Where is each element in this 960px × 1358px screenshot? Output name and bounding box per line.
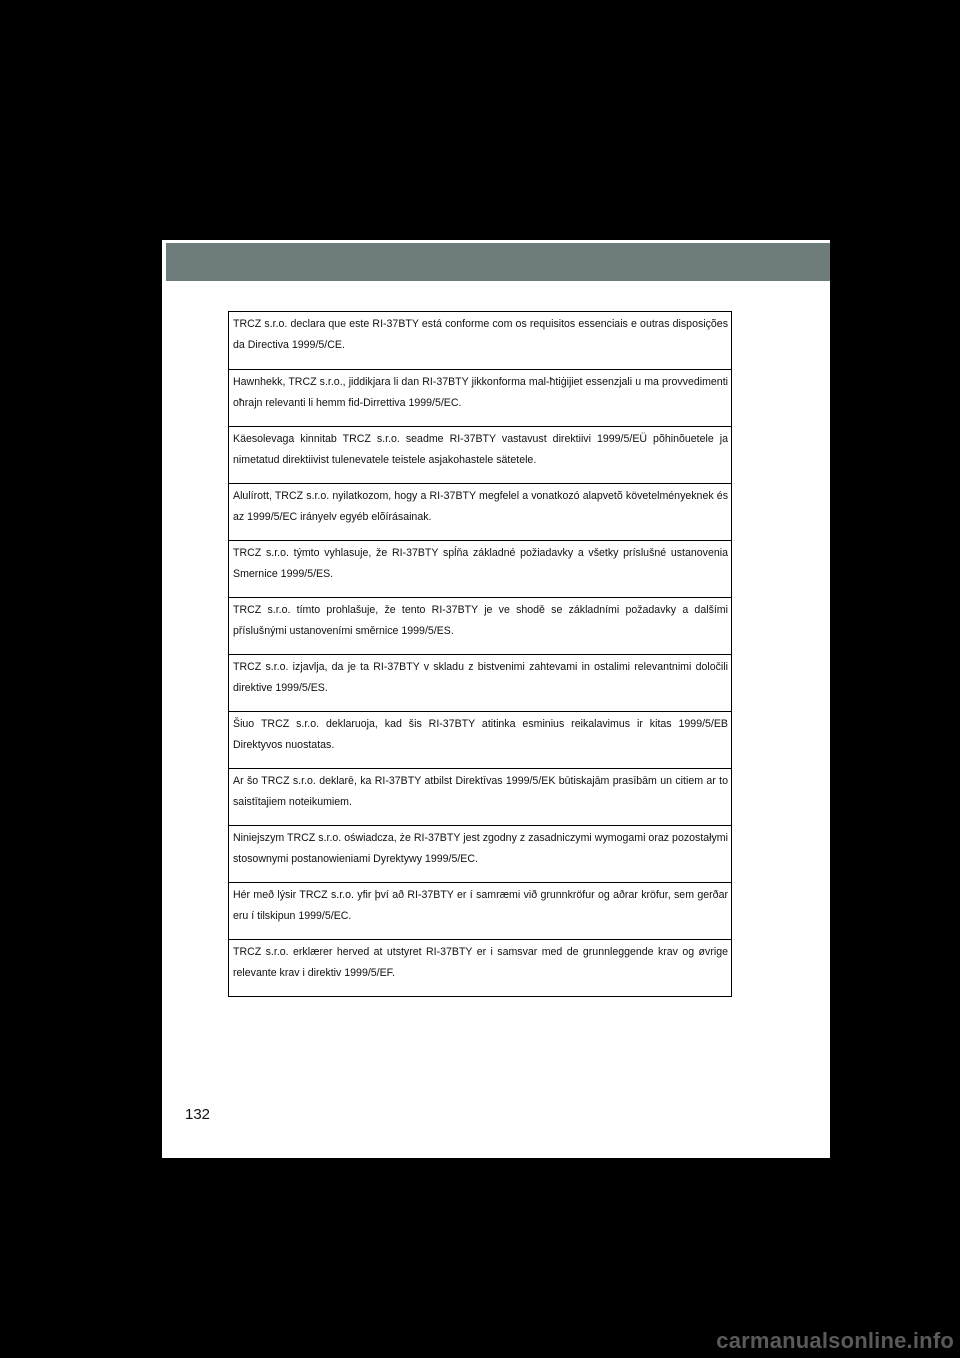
declaration-text-mt: Hawnhekk, TRCZ s.r.o., jiddikjara li dan RI-37BTY jikkonforma mal-ħtiġijiet essenzjali u ma provvedimenti oħrajn relevanti li hemm fid-Dirrettiva 1999/5/EC.	[233, 376, 728, 409]
declaration-row	[229, 825, 731, 882]
declaration-text-lv: Ar šo TRCZ s.r.o. deklarē, ka RI-37BTY atbilst Direktīvas 1999/5/EK būtiskajām prasībām un citiem ar to saistītajiem noteikumiem.	[233, 775, 728, 808]
declaration-text-is: Hér með lýsir TRCZ s.r.o. yfir því að RI-37BTY er í samræmi við grunnkröfur og aðrar kröfur, sem gerðar eru í tilskipun 1999/5/EC.	[233, 889, 728, 922]
declaration-row	[229, 597, 731, 654]
declaration-text-cs: TRCZ s.r.o. tímto prohlašuje, že tento RI-37BTY je ve shodě se základními požadavky a dalšími příslušnými ustanoveními směrnice 1999/5/ES.	[233, 604, 728, 637]
declaration-text-sk: TRCZ s.r.o. týmto vyhlasuje, že RI-37BTY spĺňa základné požiadavky a všetky príslušné ustanovenia Smernice 1999/5/ES.	[233, 547, 728, 580]
declaration-text-no: TRCZ s.r.o. erklærer herved at utstyret RI-37BTY er i samsvar med de grunnleggende krav og øvrige relevante krav i direktiv 1999/5/EF.	[233, 946, 728, 979]
header-band	[166, 243, 830, 281]
declaration-text-pl: Niniejszym TRCZ s.r.o. oświadcza, że RI-37BTY jest zgodny z zasadniczymi wymogami oraz pozostałymi stosownymi postanowieniami Dyrektywy 1999/5/EC.	[233, 832, 728, 865]
declaration-row	[229, 312, 731, 369]
declaration-row	[229, 768, 731, 825]
declaration-row	[229, 711, 731, 768]
declaration-text-pt: TRCZ s.r.o. declara que este RI-37BTY está conforme com os requisitos essenciais e outras disposições da Directiva 1999/5/CE.	[233, 318, 728, 351]
declaration-text-et: Käesolevaga kinnitab TRCZ s.r.o. seadme RI-37BTY vastavust direktiivi 1999/5/EÜ põhinõuetele ja nimetatud direktiivist tulenevatele teistele asjakohastele sätetele.	[233, 433, 728, 466]
declaration-row	[229, 483, 731, 540]
watermark-text: carmanualsonline.info	[716, 1328, 954, 1353]
declaration-text-lt: Šiuo TRCZ s.r.o. deklaruoja, kad šis RI-37BTY atitinka esminius reikalavimus ir kitas 1999/5/EB Direktyvos nuostatas.	[233, 718, 728, 751]
page-number: 132	[185, 1106, 211, 1123]
declaration-row	[229, 426, 731, 483]
manual-page	[162, 240, 830, 1158]
declaration-row	[229, 369, 731, 426]
declaration-row	[229, 540, 731, 597]
declaration-row	[229, 882, 731, 939]
declaration-table	[228, 311, 732, 997]
declaration-row	[229, 939, 731, 996]
declaration-text-sl: TRCZ s.r.o. izjavlja, da je ta RI-37BTY v skladu z bistvenimi zahtevami in ostalimi relevantnimi določili direktive 1999/5/ES.	[233, 661, 728, 694]
declaration-row	[229, 654, 731, 711]
declaration-text-hu: Alulírott, TRCZ s.r.o. nyilatkozom, hogy a RI-37BTY megfelel a vonatkozó alapvetõ követelményeknek és az 1999/5/EC irányelv egyéb elõírásainak.	[233, 490, 728, 523]
